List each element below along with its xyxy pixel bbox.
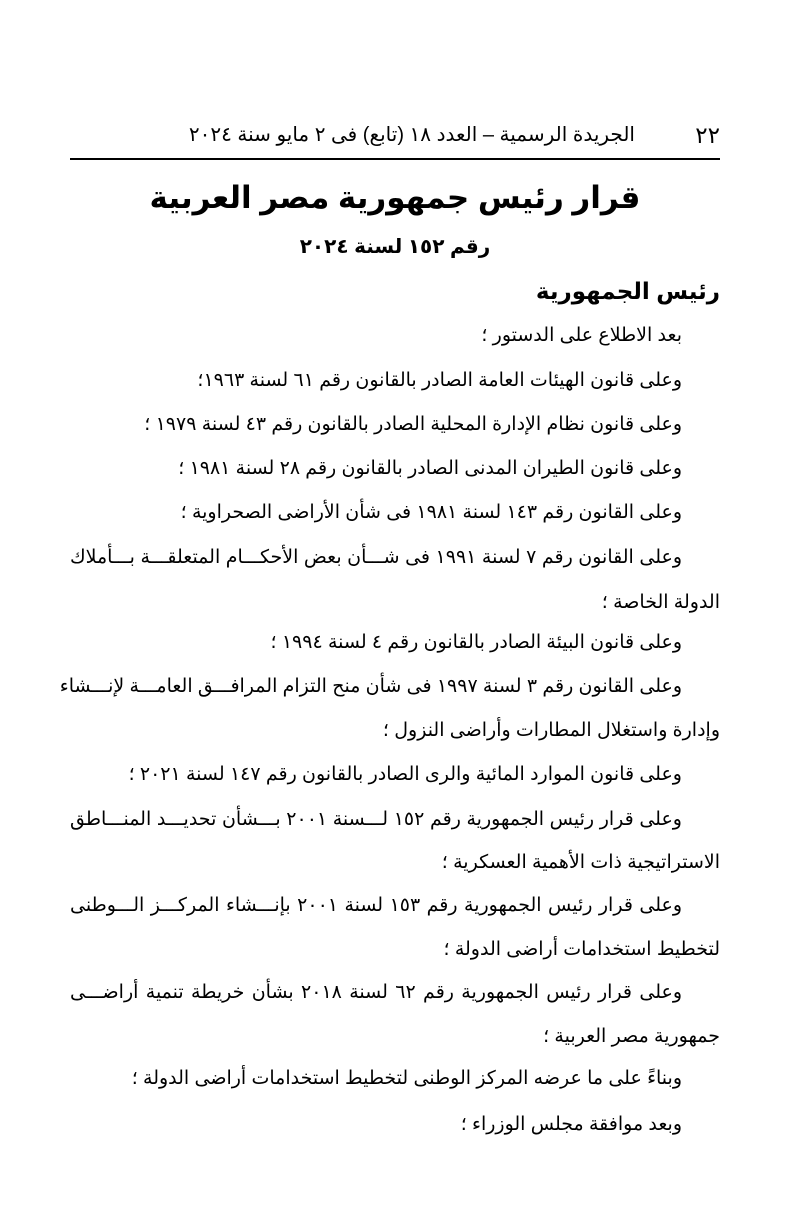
preamble-line: وبناءً على ما عرضه المركز الوطنى لتخطيط استخدامات أراضى الدولة ؛ bbox=[131, 1068, 682, 1089]
issuer-heading: رئيس الجمهورية bbox=[535, 278, 720, 304]
decree-title: قرار رئيس جمهورية مصر العربية bbox=[149, 180, 641, 215]
preamble-line: وعلى قانون الهيئات العامة الصادر بالقانون رقم ٦١ لسنة ١٩٦٣؛ bbox=[197, 370, 682, 391]
preamble-line: الدولة الخاصة ؛ bbox=[601, 592, 720, 613]
preamble-line: وعلى القانون رقم ١٤٣ لسنة ١٩٨١ فى شأن الأراضى الصحراوية ؛ bbox=[180, 502, 682, 523]
preamble-line: وعلى قانون الطيران المدنى الصادر بالقانون رقم ٢٨ لسنة ١٩٨١ ؛ bbox=[178, 458, 682, 479]
preamble-line: وعلى القانون رقم ٣ لسنة ١٩٩٧ فى شأن منح التزام المرافـــق العامـــة لإنـــشاء bbox=[59, 676, 682, 697]
preamble-line: جمهورية مصر العربية ؛ bbox=[543, 1026, 720, 1047]
preamble-line: وعلى القانون رقم ٧ لسنة ١٩٩١ فى شـــأن بعض الأحكـــام المتعلقـــة بـــأملاك bbox=[70, 547, 682, 568]
gazette-page bbox=[59, 0, 720, 1225]
preamble-line: وعلى قانون البيئة الصادر بالقانون رقم ٤ لسنة ١٩٩٤ ؛ bbox=[270, 632, 682, 653]
gazette-issue-line: الجريدة الرسمية – العدد ١٨ (تابع) فى ٢ مايو سنة ٢٠٢٤ bbox=[188, 124, 635, 146]
running-header bbox=[70, 118, 720, 160]
preamble-line: وإدارة واستغلال المطارات وأراضى النزول ؛ bbox=[382, 720, 720, 741]
preamble-line: لتخطيط استخدامات أراضى الدولة ؛ bbox=[443, 939, 720, 960]
preamble-line: وبعد موافقة مجلس الوزراء ؛ bbox=[460, 1114, 682, 1135]
preamble-line: الاستراتيجية ذات الأهمية العسكرية ؛ bbox=[441, 852, 720, 873]
page-number: ٢٢ bbox=[695, 122, 720, 148]
preamble-line: وعلى قرار رئيس الجمهورية رقم ١٥٣ لسنة ٢٠٠١ بإنـــشاء المركـــز الـــوطنى bbox=[70, 895, 682, 916]
preamble-line: وعلى قانون الموارد المائية والرى الصادر بالقانون رقم ١٤٧ لسنة ٢٠٢١ ؛ bbox=[128, 764, 682, 785]
preamble-line: وعلى قرار رئيس الجمهورية رقم ١٥٢ لـــسنة ٢٠٠١ بـــشأن تحديـــد المنـــاطق bbox=[70, 809, 682, 830]
preamble-line: وعلى قانون نظام الإدارة المحلية الصادر بالقانون رقم ٤٣ لسنة ١٩٧٩ ؛ bbox=[144, 414, 682, 435]
decree-number: رقم ١٥٢ لسنة ٢٠٢٤ bbox=[299, 236, 491, 258]
preamble-line: بعد الاطلاع على الدستور ؛ bbox=[481, 325, 682, 346]
preamble-line: وعلى قرار رئيس الجمهورية رقم ٦٢ لسنة ٢٠١٨ بشأن خريطة تنمية أراضـــى bbox=[70, 982, 683, 1003]
